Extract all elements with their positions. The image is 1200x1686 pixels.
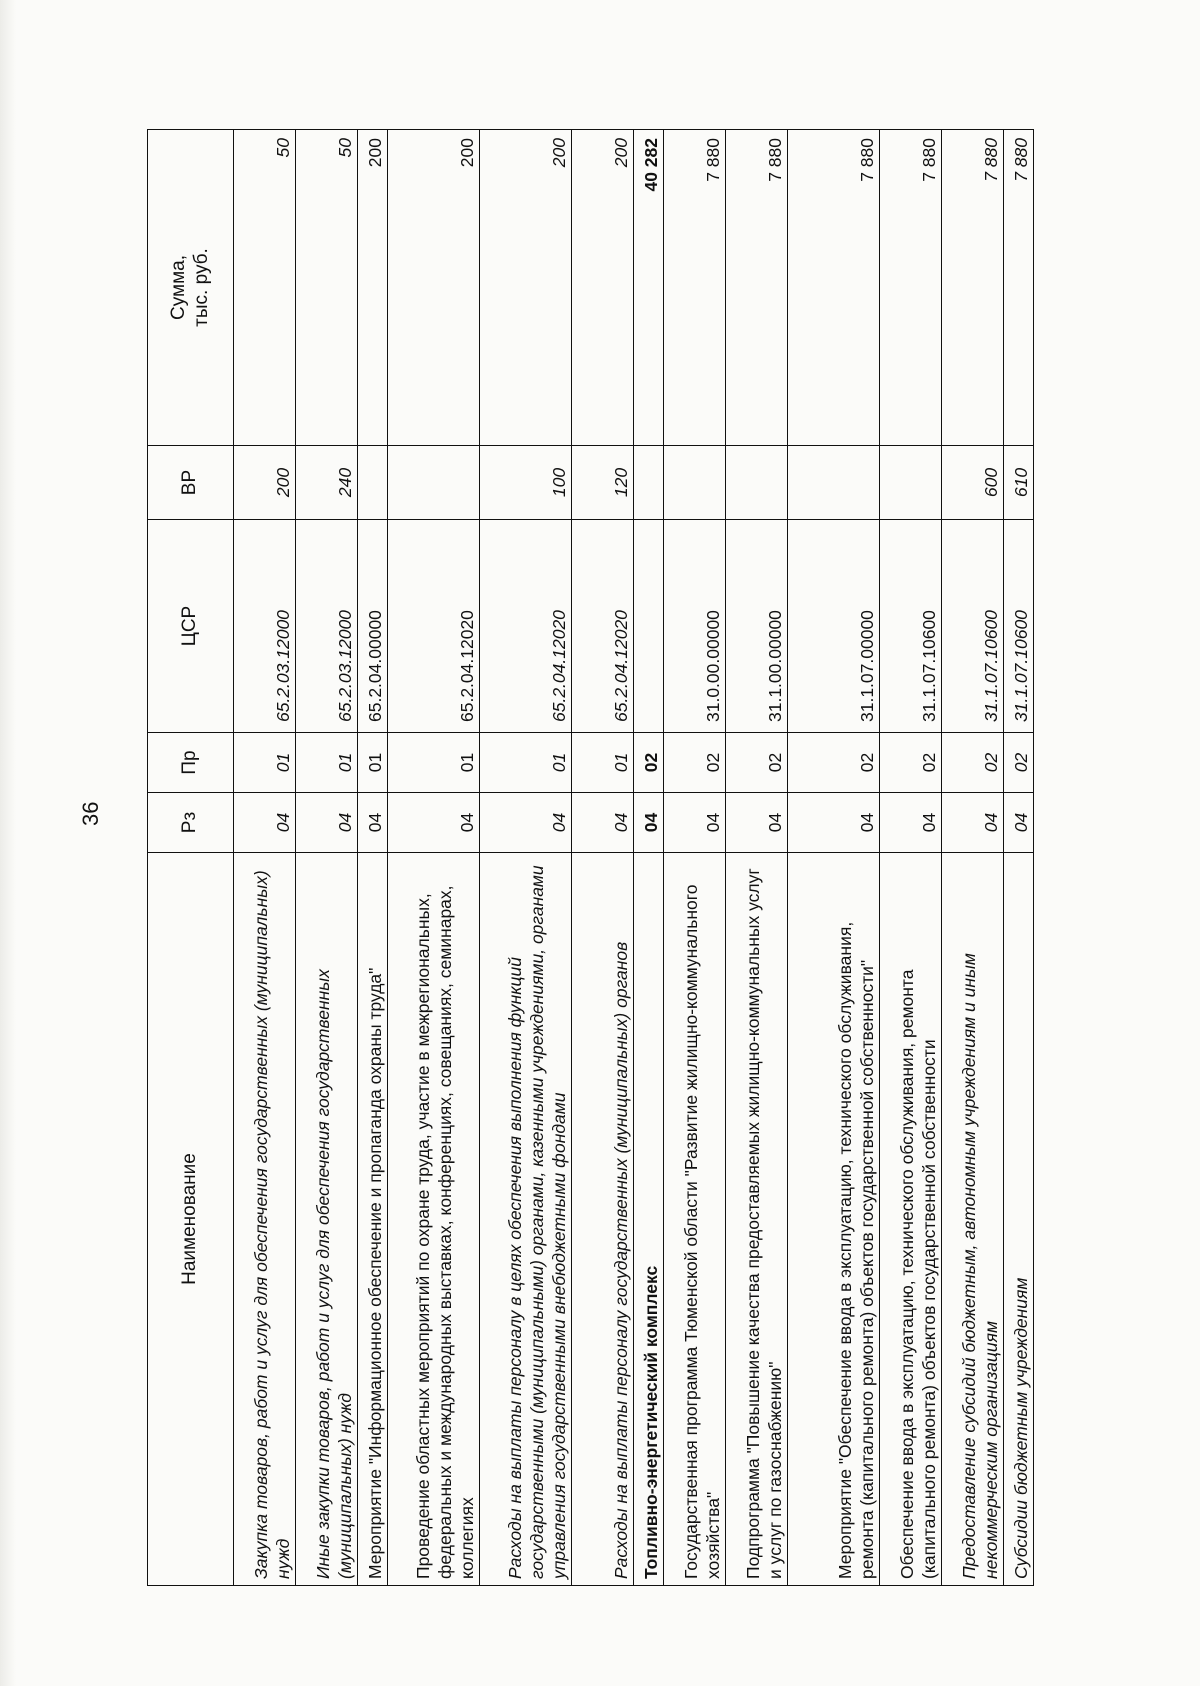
cell-sum: 7 880 bbox=[726, 130, 788, 446]
table-row bbox=[388, 130, 480, 1586]
table-row bbox=[358, 130, 388, 1586]
cell-pr: 02 bbox=[942, 733, 1004, 793]
table-row bbox=[234, 130, 296, 1586]
cell-sum: 50 bbox=[234, 130, 296, 446]
cell-rz: 04 bbox=[234, 793, 296, 853]
header-name: Наименование bbox=[148, 853, 234, 1586]
table-row bbox=[664, 130, 726, 1586]
cell-name: Обеспечение ввода в эксплуатацию, технического обслуживания, ремонта (капитального ремонта) объектов государственной собственности bbox=[880, 853, 942, 1586]
cell-pr: 01 bbox=[358, 733, 388, 793]
cell-sum: 7 880 bbox=[788, 130, 880, 446]
cell-csr: 65.2.04.12020 bbox=[572, 520, 634, 733]
page-number: 36 bbox=[78, 801, 103, 826]
cell-pr: 01 bbox=[234, 733, 296, 793]
cell-csr: 65.2.03.12000 bbox=[234, 520, 296, 733]
cell-pr: 01 bbox=[480, 733, 572, 793]
cell-csr: 65.2.04.12020 bbox=[388, 520, 480, 733]
cell-rz: 04 bbox=[788, 793, 880, 853]
rotated-table-container bbox=[147, 130, 1045, 1586]
cell-rz: 04 bbox=[358, 793, 388, 853]
table-row bbox=[296, 130, 358, 1586]
cell-pr: 02 bbox=[726, 733, 788, 793]
table-row bbox=[788, 130, 880, 1586]
cell-name: Мероприятие "Информационное обеспечение и пропаганда охраны труда" bbox=[358, 853, 388, 1586]
cell-pr: 02 bbox=[634, 733, 664, 793]
cell-sum: 200 bbox=[572, 130, 634, 446]
cell-name: Государственная программа Тюменской области "Развитие жилищно-коммунального хозяйства" bbox=[664, 853, 726, 1586]
cell-name: Расходы на выплаты персоналу государственных (муниципальных) органов bbox=[572, 853, 634, 1586]
table-row bbox=[942, 130, 1004, 1586]
header-sum: Сумма, тыс. руб. bbox=[148, 130, 234, 446]
table-row bbox=[572, 130, 634, 1586]
cell-name: Предоставление субсидий бюджетным, автономным учреждениям и иным некоммерческим организациям bbox=[942, 853, 1004, 1586]
cell-pr: 02 bbox=[1004, 733, 1034, 793]
cell-sum: 200 bbox=[480, 130, 572, 446]
cell-vr: 600 bbox=[942, 446, 1004, 520]
cell-pr: 01 bbox=[296, 733, 358, 793]
cell-csr: 65.2.03.12000 bbox=[296, 520, 358, 733]
cell-rz: 04 bbox=[480, 793, 572, 853]
cell-vr bbox=[634, 446, 664, 520]
cell-vr bbox=[358, 446, 388, 520]
cell-sum: 7 880 bbox=[664, 130, 726, 446]
cell-pr: 02 bbox=[880, 733, 942, 793]
cell-rz: 04 bbox=[572, 793, 634, 853]
cell-pr: 01 bbox=[572, 733, 634, 793]
cell-csr: 31.1.07.10600 bbox=[942, 520, 1004, 733]
cell-name: Мероприятие "Обеспечение ввода в эксплуатацию, технического обслуживания, ремонта (капитального ремонта) объектов государственной собственности" bbox=[788, 853, 880, 1586]
table-body bbox=[234, 130, 1034, 1586]
header-vr: ВР bbox=[148, 446, 234, 520]
cell-csr: 31.1.00.00000 bbox=[726, 520, 788, 733]
cell-sum: 7 880 bbox=[942, 130, 1004, 446]
cell-rz: 04 bbox=[296, 793, 358, 853]
cell-rz: 04 bbox=[942, 793, 1004, 853]
cell-csr bbox=[634, 520, 664, 733]
cell-rz: 04 bbox=[1004, 793, 1034, 853]
budget-table bbox=[147, 129, 1034, 1586]
cell-sum: 7 880 bbox=[1004, 130, 1034, 446]
table-row bbox=[480, 130, 572, 1586]
table-header bbox=[148, 130, 234, 1586]
scan-edge bbox=[0, 0, 16, 1686]
cell-sum: 200 bbox=[388, 130, 480, 446]
cell-vr: 120 bbox=[572, 446, 634, 520]
cell-pr: 02 bbox=[788, 733, 880, 793]
cell-pr: 02 bbox=[664, 733, 726, 793]
cell-rz: 04 bbox=[388, 793, 480, 853]
header-rz: Рз bbox=[148, 793, 234, 853]
cell-name: Топливно-энергетический комплекс bbox=[634, 853, 664, 1586]
cell-vr bbox=[388, 446, 480, 520]
cell-csr: 65.2.04.12020 bbox=[480, 520, 572, 733]
cell-vr: 100 bbox=[480, 446, 572, 520]
cell-csr: 31.0.00.00000 bbox=[664, 520, 726, 733]
cell-name: Расходы на выплаты персоналу в целях обеспечения выполнения функций государственными (муниципальными) органами, казенными учреждениями, органами управления государственными внебюджетными фондами bbox=[480, 853, 572, 1586]
cell-rz: 04 bbox=[634, 793, 664, 853]
cell-name: Закупка товаров, работ и услуг для обеспечения государственных (муниципальных) нужд bbox=[234, 853, 296, 1586]
cell-rz: 04 bbox=[880, 793, 942, 853]
cell-vr bbox=[880, 446, 942, 520]
cell-vr bbox=[726, 446, 788, 520]
cell-name: Субсидии бюджетным учреждениям bbox=[1004, 853, 1034, 1586]
header-csr: ЦСР bbox=[148, 520, 234, 733]
cell-name: Подпрограмма "Повышение качества предоставляемых жилищно-коммунальных услуг и услуг по газоснабжению" bbox=[726, 853, 788, 1586]
cell-vr bbox=[788, 446, 880, 520]
cell-name: Проведение областных мероприятий по охране труда, участие в межрегиональных, федеральных и международных выставках, конференциях, совещаниях, семинарах, коллегиях bbox=[388, 853, 480, 1586]
cell-pr: 01 bbox=[388, 733, 480, 793]
header-pr: Пр bbox=[148, 733, 234, 793]
cell-sum: 50 bbox=[296, 130, 358, 446]
cell-csr: 65.2.04.00000 bbox=[358, 520, 388, 733]
table-row bbox=[726, 130, 788, 1586]
cell-name: Иные закупки товаров, работ и услуг для обеспечения государственных (муниципальных) нужд bbox=[296, 853, 358, 1586]
cell-sum: 40 282 bbox=[634, 130, 664, 446]
table-row bbox=[634, 130, 664, 1586]
table-row bbox=[880, 130, 942, 1586]
cell-sum: 200 bbox=[358, 130, 388, 446]
cell-csr: 31.1.07.00000 bbox=[788, 520, 880, 733]
cell-vr: 240 bbox=[296, 446, 358, 520]
table-row bbox=[1004, 130, 1034, 1586]
cell-vr bbox=[664, 446, 726, 520]
cell-rz: 04 bbox=[664, 793, 726, 853]
cell-csr: 31.1.07.10600 bbox=[1004, 520, 1034, 733]
cell-vr: 200 bbox=[234, 446, 296, 520]
cell-sum: 7 880 bbox=[880, 130, 942, 446]
cell-rz: 04 bbox=[726, 793, 788, 853]
header-row bbox=[148, 130, 234, 1586]
cell-vr: 610 bbox=[1004, 446, 1034, 520]
cell-csr: 31.1.07.10600 bbox=[880, 520, 942, 733]
